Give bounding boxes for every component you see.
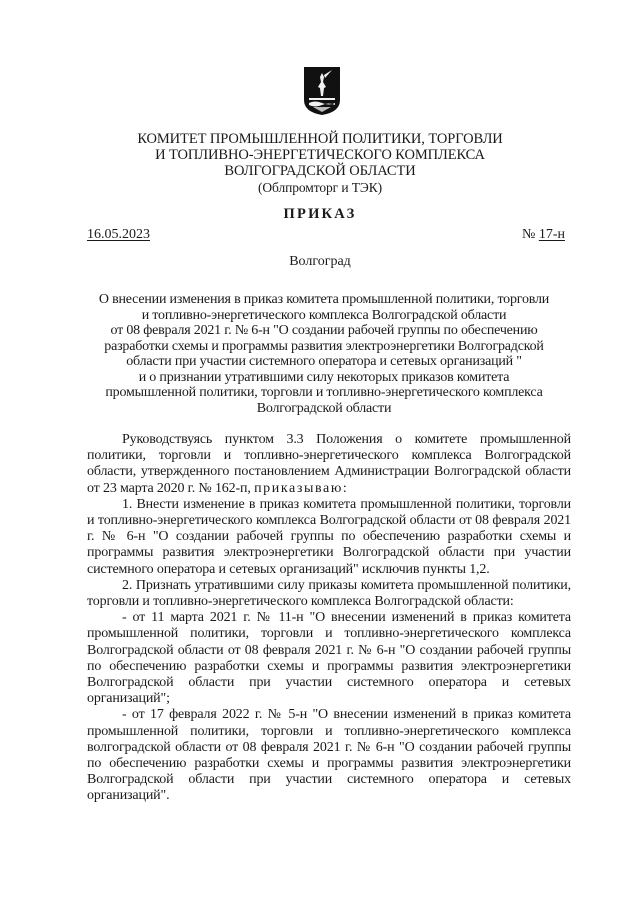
org-name-line-1: КОМИТЕТ ПРОМЫШЛЕННОЙ ПОЛИТИКИ, ТОРГОВЛИ xyxy=(137,131,503,147)
document-number-value: 17-н xyxy=(538,227,565,242)
volgograd-coat-of-arms-icon xyxy=(303,66,341,116)
org-name-line-2: И ТОПЛИВНО-ЭНЕРГЕТИЧЕСКОГО КОМПЛЕКСА xyxy=(155,147,485,163)
subject-line: промышленной политики, торговли и топливно-энергетического комплекса xyxy=(105,385,543,400)
document-title: ПРИКАЗ xyxy=(283,206,357,222)
document-city: Волгоград xyxy=(289,254,351,269)
sub-item-1-paragraph: - от 11 марта 2021 г. № 11-н "О внесении изменений в приказ комитета промышленной политики, торговли и топливно-энергетического комплекса Волгоградской области от 08 февраля 2021 г. № 6-н "О создании рабочей группы по обеспечению разработки схемы и программы развития электроэнергетики Волгоградской области при участии системного оператора и сетевых организаций"; xyxy=(87,610,571,707)
document-body xyxy=(87,432,571,805)
subject-line: от 08 февраля 2021 г. № 6-н "О создании рабочей группы по обеспечению xyxy=(110,323,538,338)
item-2-paragraph: 2. Признать утратившими силу приказы комитета промышленной политики, торговли и топливно-энергетического комплекса Волгоградской области: xyxy=(87,577,571,610)
document-subject xyxy=(86,292,562,416)
subject-line: и о признании утратившими силу некоторых приказов комитета xyxy=(138,369,510,385)
subject-line: разработки схемы и программы развития электроэнергетики Волгоградской xyxy=(104,338,544,354)
sub-item-2-paragraph: - от 17 февраля 2022 г. № 5-н "О внесении изменений в приказ комитета промышленной политики, торговли и топливно-энергетического комплекса волгоградской области от 08 февраля 2021 г. № 6-н "О создании рабочей группы по обеспечению разработки схемы и программы развития электроэнергетики Волгоградской области при участии системного оператора и сетевых организаций". xyxy=(87,707,571,804)
org-short-name: (Облпромторг и ТЭК) xyxy=(257,180,383,195)
preamble-paragraph xyxy=(87,432,571,497)
subject-line: О внесении изменения в приказ комитета промышленной политики, торговли xyxy=(98,292,550,307)
org-name-line-3: ВОЛГОГРАДСКОЙ ОБЛАСТИ xyxy=(224,163,416,179)
document-number xyxy=(522,227,565,243)
subject-line: области при участии системного оператора и сетевых организаций " xyxy=(126,354,522,369)
order-word: приказываю xyxy=(254,480,343,496)
item-1-paragraph: 1. Внести изменение в приказ комитета промышленной политики, торговли и топливно-энергетического комплекса Волгоградской области от 08 февраля 2021 г. № 6-н "О создании рабочей группы по обеспечению разработки схемы и программы развития электроэнергетики Волгоградской области при участии системного оператора и сетевых организаций" исключив пункты 1,2. xyxy=(87,496,571,577)
subject-line: Волгоградской области xyxy=(256,400,392,416)
preamble-text: Руководствуясь пунктом 3.3 Положения о комитете промышленной политики, торговли и топливно-энергетического комплекса Волгоградской области, утвержденного постановлением Администрации Волгоградской области от 23 марта 2020 г. № 162-п, xyxy=(87,432,571,496)
document-date: 16.05.2023 xyxy=(87,227,150,242)
preamble-end: : xyxy=(342,480,347,496)
document-number-prefix: № xyxy=(521,227,539,242)
subject-line: и топливно-энергетического комплекса Волгоградской области xyxy=(141,307,507,323)
